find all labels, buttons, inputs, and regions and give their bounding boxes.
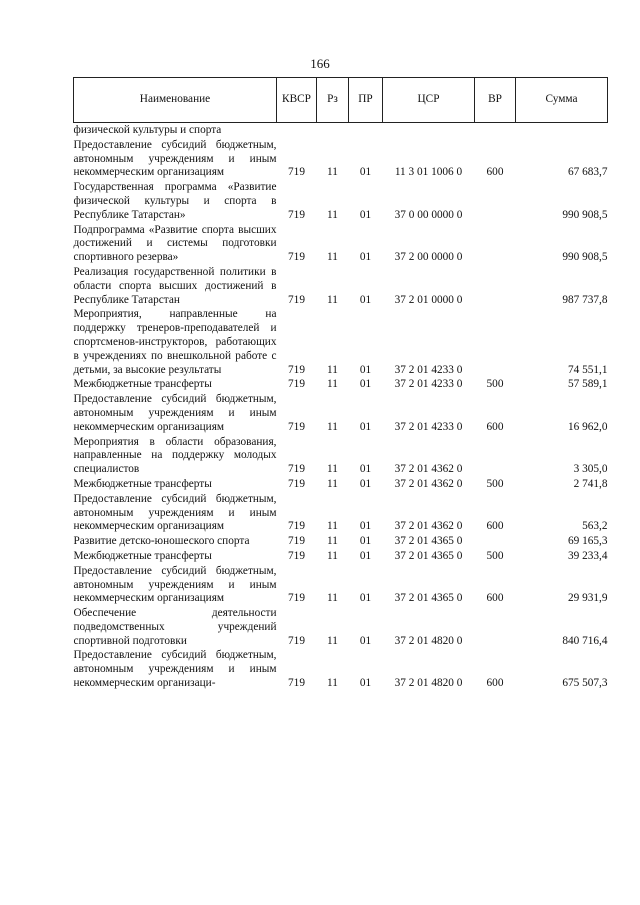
row-vr: 500 bbox=[486, 378, 504, 391]
row-csr: 37 2 01 4820 0 bbox=[394, 677, 463, 690]
row-pr: 01 bbox=[359, 477, 372, 490]
row-kvsr: 719 bbox=[288, 677, 305, 690]
row-pr: 01 bbox=[359, 251, 372, 264]
row-name: Предоставление субсидий бюджетным, автономным учреждениям и иным некоммерческим организациям bbox=[73, 393, 277, 433]
row-csr: 37 2 01 4362 0 bbox=[394, 520, 463, 533]
row-vr bbox=[475, 180, 516, 222]
row-name: физической культуры и спорта bbox=[73, 124, 222, 136]
row-csr: 37 2 01 4233 0 bbox=[394, 363, 463, 376]
col-header-vr: ВР bbox=[475, 78, 516, 123]
row-kvsr: 719 bbox=[288, 293, 305, 306]
table-row bbox=[74, 606, 608, 648]
row-pr: 01 bbox=[359, 634, 372, 647]
row-sum: 16 962,0 bbox=[567, 420, 608, 433]
row-pr: 01 bbox=[359, 378, 372, 391]
row-name: Предоставление субсидий бюджетным, автономным учреждениям и иным некоммерческим организациям bbox=[73, 138, 277, 179]
row-name: Реализация государственной политики в области спорта высших достижений в Республике Татарстан bbox=[73, 265, 277, 306]
row-name: Развитие детско-юношеского спорта bbox=[73, 535, 250, 548]
table-row bbox=[74, 492, 608, 534]
row-csr: 37 2 01 4365 0 bbox=[394, 535, 463, 548]
table-row bbox=[74, 223, 608, 265]
row-kvsr: 719 bbox=[288, 378, 305, 391]
row-rz: 11 bbox=[327, 520, 338, 533]
row-vr bbox=[475, 606, 516, 648]
table-row bbox=[74, 138, 608, 180]
col-header-name: Наименование bbox=[74, 78, 277, 123]
row-pr: 01 bbox=[359, 463, 372, 476]
row-pr: 01 bbox=[359, 166, 372, 179]
row-sum: 3 305,0 bbox=[573, 463, 608, 476]
row-kvsr: 719 bbox=[288, 520, 305, 533]
row-name: Предоставление субсидий бюджетным, автономным учреждениям и иным некоммерческим организациям bbox=[73, 492, 277, 533]
table-row bbox=[74, 648, 608, 690]
row-rz: 11 bbox=[327, 549, 338, 562]
row-rz: 11 bbox=[327, 166, 338, 179]
row-kvsr: 719 bbox=[288, 208, 305, 221]
page-number: 166 bbox=[310, 56, 330, 71]
row-csr: 37 2 00 0000 0 bbox=[394, 251, 463, 264]
row-rz bbox=[317, 123, 349, 138]
row-vr bbox=[475, 435, 516, 477]
col-header-rz: Рз bbox=[317, 78, 349, 123]
table-row bbox=[74, 377, 608, 392]
row-sum: 57 589,1 bbox=[567, 378, 608, 391]
row-pr: 01 bbox=[359, 535, 372, 548]
row-rz: 11 bbox=[327, 535, 338, 548]
row-vr bbox=[475, 534, 516, 549]
row-sum: 987 737,8 bbox=[562, 293, 608, 306]
row-sum: 675 507,3 bbox=[562, 677, 608, 690]
row-kvsr: 719 bbox=[288, 634, 305, 647]
row-sum: 39 233,4 bbox=[567, 549, 608, 562]
row-rz: 11 bbox=[327, 420, 338, 433]
col-header-pr: ПР bbox=[349, 78, 383, 123]
row-sum: 74 551,1 bbox=[567, 363, 608, 376]
row-csr: 37 0 00 0000 0 bbox=[394, 208, 463, 221]
table-row bbox=[74, 307, 608, 377]
row-sum: 67 683,7 bbox=[567, 166, 608, 179]
row-name: Предоставление субсидий бюджетным, автономным учреждениям и иным некоммерческим организаци- bbox=[73, 649, 277, 690]
row-name: Подпрограмма «Развитие спорта высших достижений и системы подготовки спортивного резерва» bbox=[73, 223, 277, 264]
row-kvsr: 719 bbox=[288, 549, 305, 562]
row-pr: 01 bbox=[359, 363, 372, 376]
table-row bbox=[74, 435, 608, 477]
row-rz: 11 bbox=[327, 208, 338, 221]
row-csr: 37 2 01 4233 0 bbox=[394, 420, 463, 433]
table-row bbox=[74, 180, 608, 222]
row-sum bbox=[516, 123, 608, 138]
row-vr: 600 bbox=[486, 677, 504, 690]
row-name: Обеспечение деятельности подведомственных учреждений спортивной подготовки bbox=[73, 607, 277, 647]
row-sum: 990 908,5 bbox=[562, 251, 608, 264]
row-sum: 840 716,4 bbox=[562, 634, 608, 647]
row-pr: 01 bbox=[359, 549, 372, 562]
row-vr bbox=[475, 307, 516, 377]
row-vr: 500 bbox=[486, 549, 504, 562]
row-pr: 01 bbox=[359, 293, 372, 306]
row-pr: 01 bbox=[359, 592, 372, 605]
row-pr: 01 bbox=[359, 520, 372, 533]
row-rz: 11 bbox=[327, 463, 338, 476]
table-row bbox=[74, 265, 608, 307]
row-rz: 11 bbox=[327, 592, 338, 605]
row-vr bbox=[475, 265, 516, 307]
row-sum: 2 741,8 bbox=[573, 477, 608, 490]
row-csr: 37 2 01 4362 0 bbox=[394, 477, 463, 490]
row-csr: 37 2 01 0000 0 bbox=[394, 293, 463, 306]
table-row bbox=[74, 549, 608, 564]
row-name: Межбюджетные трансферты bbox=[73, 477, 212, 490]
row-kvsr: 719 bbox=[288, 477, 305, 490]
row-rz: 11 bbox=[327, 378, 338, 391]
row-name: Межбюджетные трансферты bbox=[73, 378, 212, 391]
row-csr bbox=[383, 123, 475, 138]
row-kvsr: 719 bbox=[288, 592, 305, 605]
row-csr: 37 2 01 4362 0 bbox=[394, 463, 463, 476]
row-rz: 11 bbox=[327, 477, 338, 490]
row-pr: 01 bbox=[359, 208, 372, 221]
row-name: Государственная программа «Развитие физической культуры и спорта в Республике Татарстан» bbox=[73, 181, 277, 221]
row-vr: 600 bbox=[486, 420, 504, 433]
row-rz: 11 bbox=[327, 293, 338, 306]
row-csr: 11 3 01 1006 0 bbox=[394, 166, 463, 179]
table-row bbox=[74, 392, 608, 434]
row-name: Предоставление субсидий бюджетным, автономным учреждениям и иным некоммерческим организациям bbox=[73, 564, 277, 605]
row-pr: 01 bbox=[359, 677, 372, 690]
row-vr: 500 bbox=[486, 477, 504, 490]
row-rz: 11 bbox=[327, 363, 338, 376]
row-vr: 600 bbox=[486, 166, 504, 179]
row-name: Мероприятия, направленные на поддержку тренеров-преподавателей и спортсменов-инструкторов, работающих в учреждениях по внешкольной работе с детьми, за высокие результаты bbox=[73, 308, 277, 376]
row-pr bbox=[349, 123, 383, 138]
row-kvsr: 719 bbox=[288, 166, 305, 179]
row-rz: 11 bbox=[327, 634, 338, 647]
row-kvsr: 719 bbox=[288, 535, 305, 548]
budget-table bbox=[73, 77, 608, 691]
row-csr: 37 2 01 4365 0 bbox=[394, 549, 463, 562]
row-csr: 37 2 01 4233 0 bbox=[394, 378, 463, 391]
row-vr: 600 bbox=[486, 520, 504, 533]
row-csr: 37 2 01 4820 0 bbox=[394, 634, 463, 647]
row-sum: 990 908,5 bbox=[562, 208, 608, 221]
row-name: Межбюджетные трансферты bbox=[73, 549, 212, 562]
row-kvsr: 719 bbox=[288, 363, 305, 376]
row-vr bbox=[475, 123, 516, 138]
table-row bbox=[74, 477, 608, 492]
table-row bbox=[74, 564, 608, 606]
row-pr: 01 bbox=[359, 420, 372, 433]
table-row bbox=[74, 123, 608, 138]
table-row bbox=[74, 534, 608, 549]
row-csr: 37 2 01 4365 0 bbox=[394, 592, 463, 605]
col-header-csr: ЦСР bbox=[383, 78, 475, 123]
row-sum: 29 931,9 bbox=[567, 592, 608, 605]
row-sum: 69 165,3 bbox=[567, 535, 608, 548]
row-name: Мероприятия в области образования, направленные на поддержку молодых специалистов bbox=[73, 435, 277, 476]
row-kvsr: 719 bbox=[288, 463, 305, 476]
table-header-row bbox=[74, 78, 608, 123]
row-rz: 11 bbox=[327, 677, 338, 690]
row-vr: 600 bbox=[486, 592, 504, 605]
row-vr bbox=[475, 223, 516, 265]
col-header-kvsr: КВСР bbox=[277, 78, 317, 123]
col-header-sum: Сумма bbox=[516, 78, 608, 123]
row-sum: 563,2 bbox=[582, 520, 608, 533]
row-kvsr: 719 bbox=[288, 251, 305, 264]
row-kvsr bbox=[277, 123, 317, 138]
row-kvsr: 719 bbox=[288, 420, 305, 433]
row-rz: 11 bbox=[327, 251, 338, 264]
